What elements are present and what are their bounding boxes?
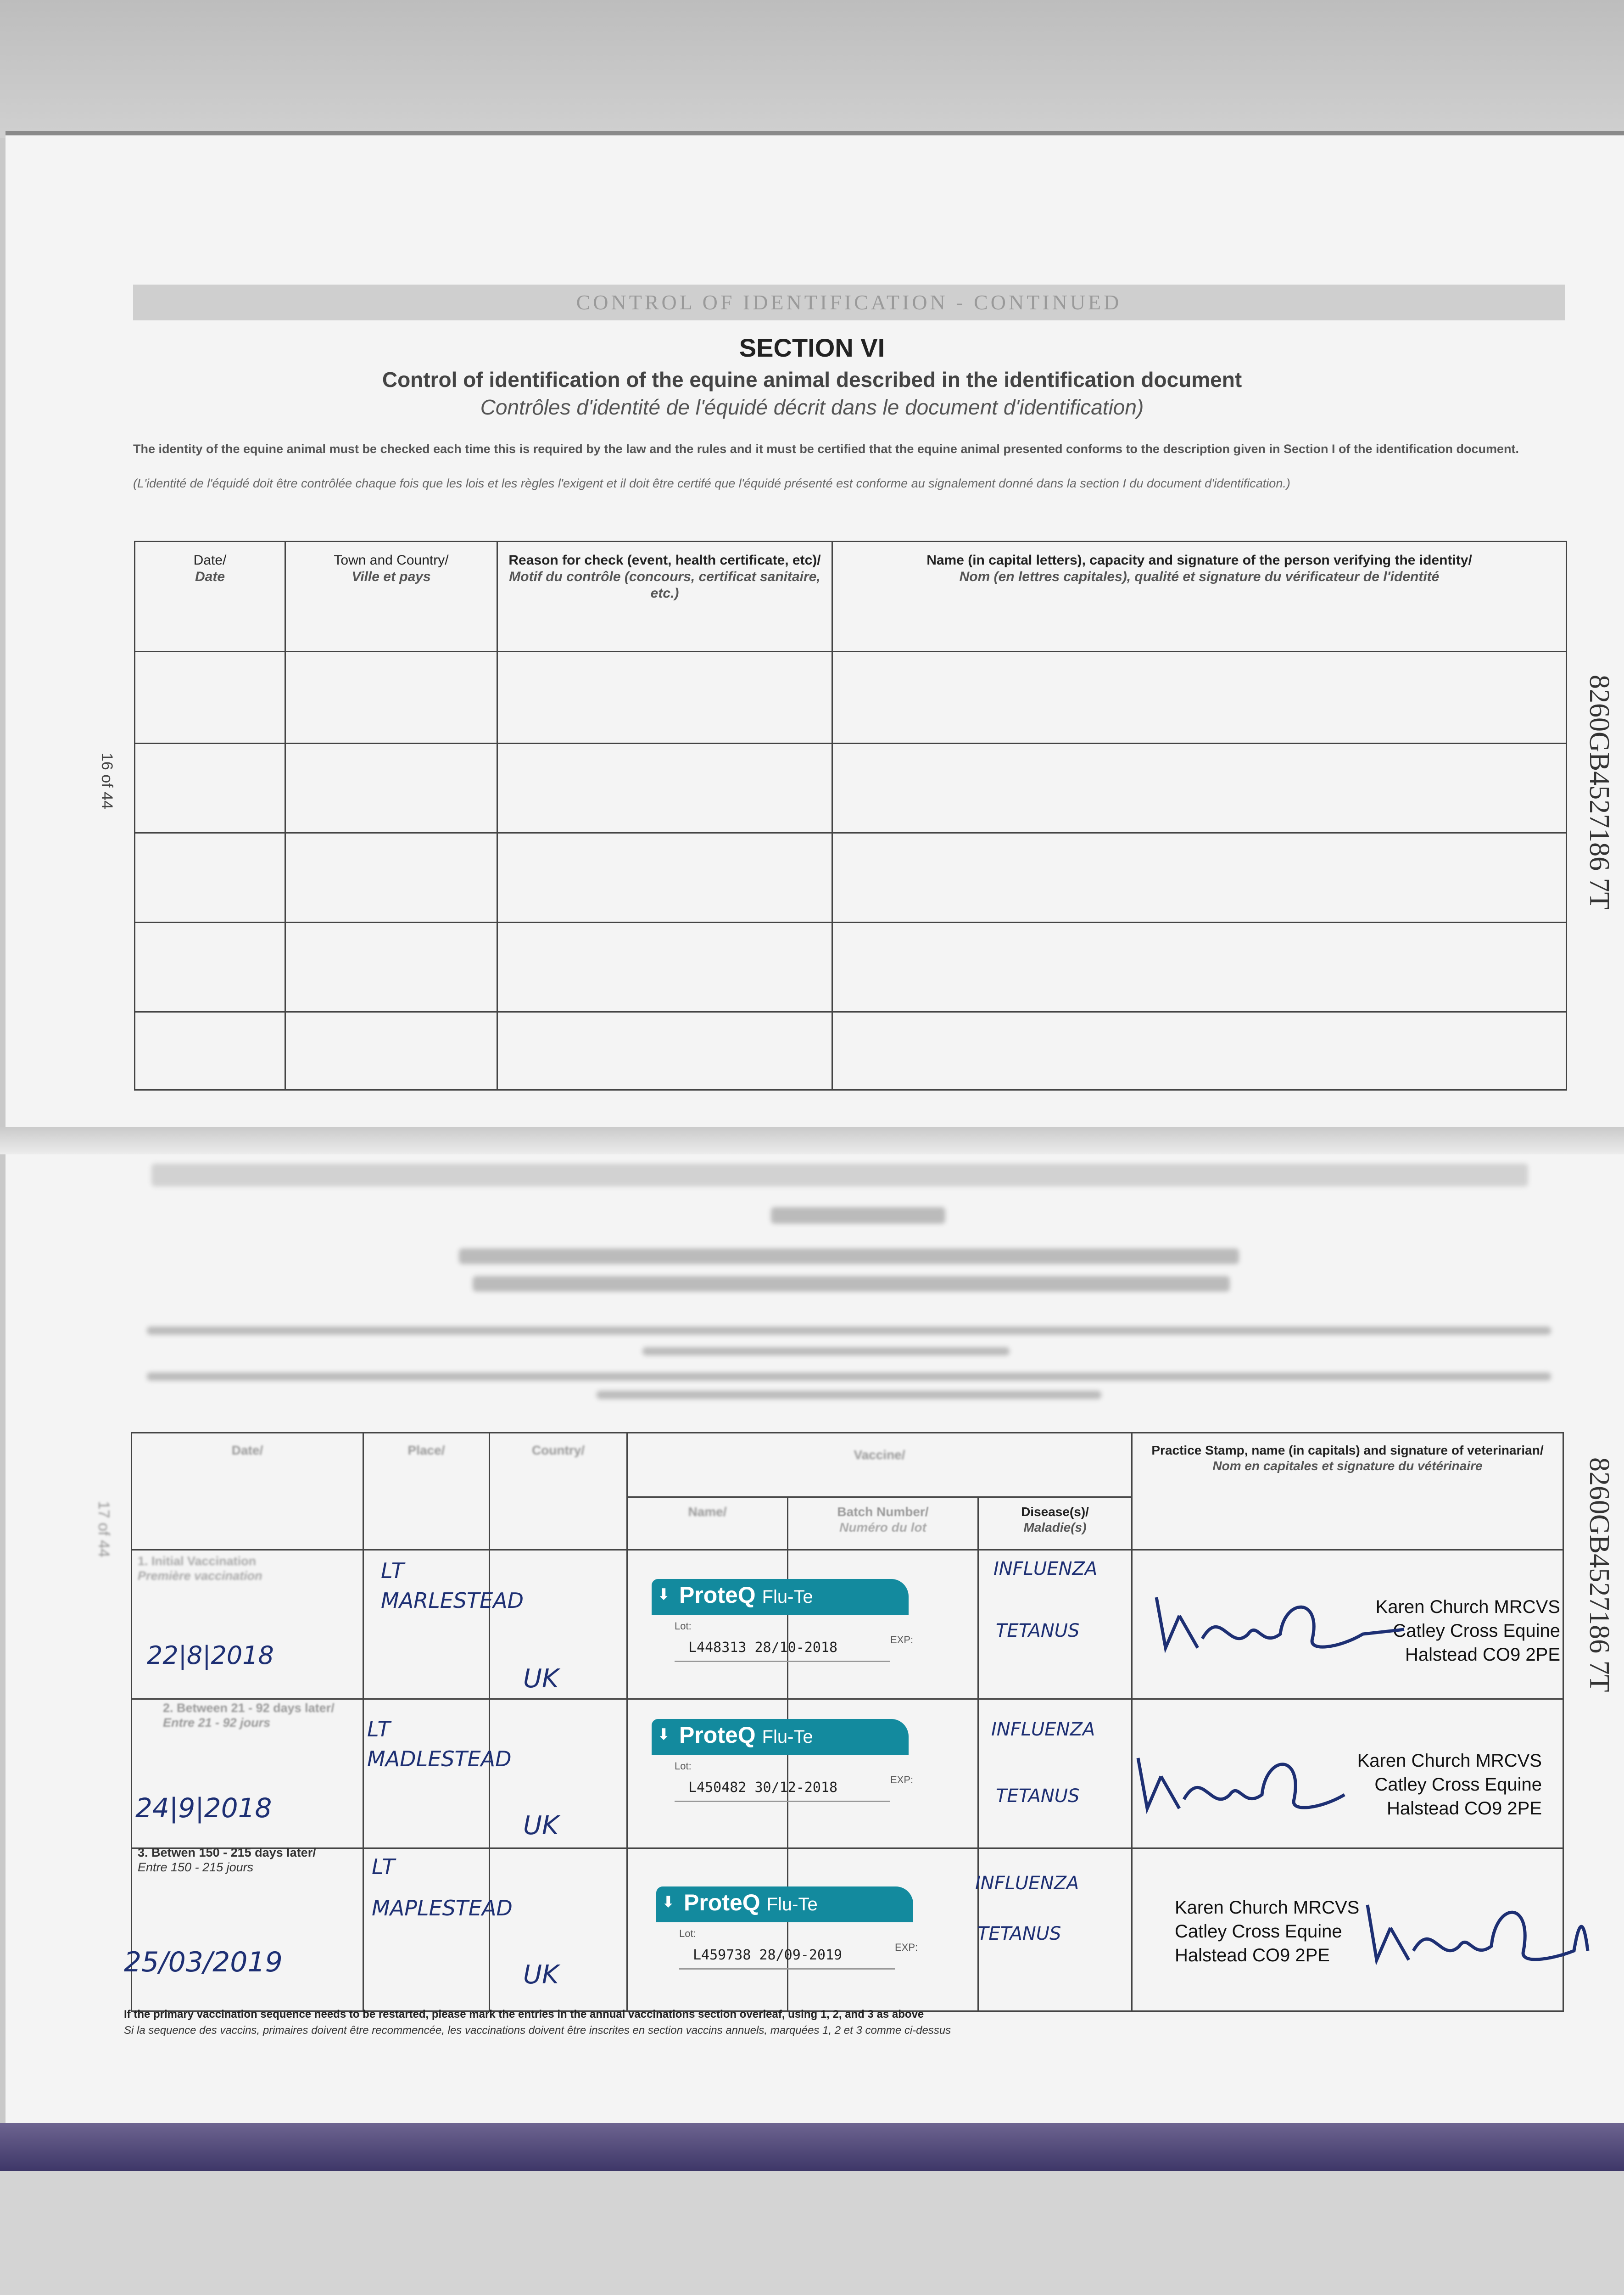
row3-disease1: INFLUENZA (975, 1873, 1079, 1894)
label-underline (679, 1968, 895, 1970)
row1-country: UK (523, 1664, 559, 1694)
blurred-title-line (459, 1248, 1239, 1264)
row3-country: UK (523, 1960, 559, 1990)
exp-label: EXP: (895, 1942, 918, 1953)
row1-practice-stamp: Karen Church MRCVS Catley Cross Equine Halstead CO9 2PE (1375, 1597, 1560, 1665)
col-reason: Reason for check (event, health certificate, etc)/ Motif du contrôle (concours, certificat sanitaire, etc.) (497, 542, 832, 652)
table-row (135, 1012, 1567, 1090)
download-arrow-icon: ⬇ (657, 1586, 670, 1603)
col-vaccine-name: Name/ (627, 1497, 788, 1550)
exp-label: EXP: (890, 1774, 914, 1786)
scan-background-top (0, 0, 1624, 138)
row2-country: UK (523, 1811, 559, 1841)
col-date: Date/ (132, 1433, 363, 1550)
row3-disease2: TETANUS (977, 1923, 1061, 1944)
row2-signature (1129, 1730, 1450, 1822)
col-disease: Disease(s)/ Maladie(s) (978, 1497, 1132, 1550)
row3-vaccine-label (656, 1886, 918, 1992)
col-country: Country/ (490, 1433, 627, 1550)
table-row (135, 744, 1567, 833)
banner-text: CONTROL OF IDENTIFICATION - CONTINUED (576, 291, 1122, 314)
row2-disease1: INFLUENZA (991, 1719, 1095, 1740)
blurred-title-line (473, 1276, 1230, 1292)
scan-background-bottom (0, 2171, 1624, 2295)
title-english: Control of identification of the equine animal described in the identification document (382, 368, 1242, 392)
row1-place-line2: MARLESTEAD (381, 1588, 524, 1613)
row2-vaccine-label (652, 1719, 914, 1825)
identity-check-table (134, 541, 1567, 1091)
row1-date: 22|8|2018 (147, 1641, 274, 1670)
row3-place-line2: MAPLESTEAD (372, 1896, 513, 1920)
row2-place-line1: LT (367, 1717, 391, 1741)
col-vaccine: Vaccine/ (627, 1433, 1132, 1497)
blurred-instruction-line (597, 1391, 1101, 1399)
section-banner (133, 285, 1565, 320)
label-underline (675, 1801, 890, 1802)
row1-vaccine-label (652, 1579, 914, 1685)
row1-disease1: INFLUENZA (993, 1558, 1098, 1579)
serial-number-lower: 8260GB4527186 7T (1584, 1457, 1615, 1692)
row1-place-line1: LT (381, 1558, 404, 1583)
footnote-french: Si la sequence des vaccins, primaires doivent être recommencée, les vaccinations doivent être inscrites en section vaccins annuels, marquées 1, 2 et 3 comme ci-dessus (124, 2024, 951, 2037)
blurred-instruction-line (147, 1327, 1551, 1335)
table-row (135, 652, 1567, 744)
row3-date: 25/03/2019 (124, 1946, 283, 1978)
serial-number-upper: 8260GB4527186 7T (1584, 675, 1615, 910)
vaccine-brand: ProteQ Flu-Te (684, 1890, 818, 1915)
page-fold (0, 1127, 1624, 1154)
vaccine-brand: ProteQ Flu-Te (679, 1582, 813, 1608)
row2-practice-stamp: Karen Church MRCVS Catley Cross Equine Halstead CO9 2PE (1357, 1751, 1542, 1819)
blurred-section-title (771, 1207, 945, 1224)
col-town-country: Town and Country/ Ville et pays (285, 542, 497, 652)
row3-signature (1358, 1886, 1615, 1978)
blurred-instruction-line (642, 1347, 1010, 1355)
col-place: Place/ (363, 1433, 490, 1550)
download-arrow-icon: ⬇ (657, 1726, 670, 1743)
batch-number: L450482 30/12-2018 (688, 1780, 838, 1796)
col-date: Date/ Date (135, 542, 285, 652)
row2-disease2: TETANUS (996, 1786, 1080, 1807)
download-arrow-icon: ⬇ (662, 1893, 675, 1911)
table-row (135, 923, 1567, 1012)
section-title: SECTION VI (739, 333, 885, 362)
batch-number: L459738 28/09-2019 (693, 1947, 843, 1963)
row2-label: 2. Between 21 - 92 days later/ Entre 21 - 92 jours (163, 1701, 335, 1730)
row1-signature (1147, 1579, 1468, 1671)
instruction-english: The identity of the equine animal must be checked each time this is required by the law and the rules and it must be certified that the equine animal presented conforms to the description given in Section I of the identification document. (133, 442, 1519, 456)
col-practice-stamp: Practice Stamp, name (in capitals) and signature of veterinarian/ Nom en capitales et signature du vétérinaire (1132, 1433, 1563, 1550)
batch-number: L448313 28/10-2018 (688, 1640, 838, 1656)
title-french: Contrôles d'identité de l'équidé décrit dans le document d'identification) (480, 395, 1144, 419)
blurred-banner (151, 1164, 1528, 1187)
col-batch-number: Batch Number/ Numéro du lot (788, 1497, 978, 1550)
row2-place-line2: MADLESTEAD (367, 1746, 512, 1771)
row1-label: 1. Initial Vaccination Première vaccination (138, 1554, 262, 1583)
label-underline (675, 1661, 890, 1662)
passport-cover-edge (0, 2123, 1624, 2171)
row3-label: 3. Betwen 150 - 215 days later/ Entre 150 - 215 jours (138, 1846, 316, 1874)
row3-practice-stamp: Karen Church MRCVS Catley Cross Equine Halstead CO9 2PE (1175, 1898, 1360, 1965)
lot-label: Lot: (675, 1760, 692, 1772)
page-number-lower: 17 of 44 (95, 1501, 112, 1557)
table-row (135, 833, 1567, 923)
lot-label: Lot: (679, 1928, 696, 1939)
exp-label: EXP: (890, 1634, 914, 1646)
blurred-instruction-line (147, 1372, 1551, 1381)
row1-disease2: TETANUS (996, 1620, 1080, 1641)
vaccine-brand: ProteQ Flu-Te (679, 1722, 813, 1748)
row3-place-line1: LT (372, 1854, 395, 1879)
col-verifier: Name (in capital letters), capacity and signature of the person verifying the identity/ Nom (en lettres capitales), qualité et signature du vérificateur de l'identité (832, 542, 1567, 652)
instruction-french: (L'identité de l'équidé doit être contrôlée chaque fois que les lois et les règles l'exigent et il doit être certifé que l'équidé présenté est conforme au signalement donné dans la section I du document d'identification.) (133, 476, 1290, 490)
page-number-upper: 16 of 44 (98, 753, 116, 809)
lot-label: Lot: (675, 1620, 692, 1632)
footnote-english: If the primary vaccination sequence needs to be restarted, please mark the entries in the annual vaccinations section overleaf, using 1, 2, and 3 as above (124, 2008, 924, 2021)
row2-date: 24|9|2018 (135, 1792, 272, 1824)
